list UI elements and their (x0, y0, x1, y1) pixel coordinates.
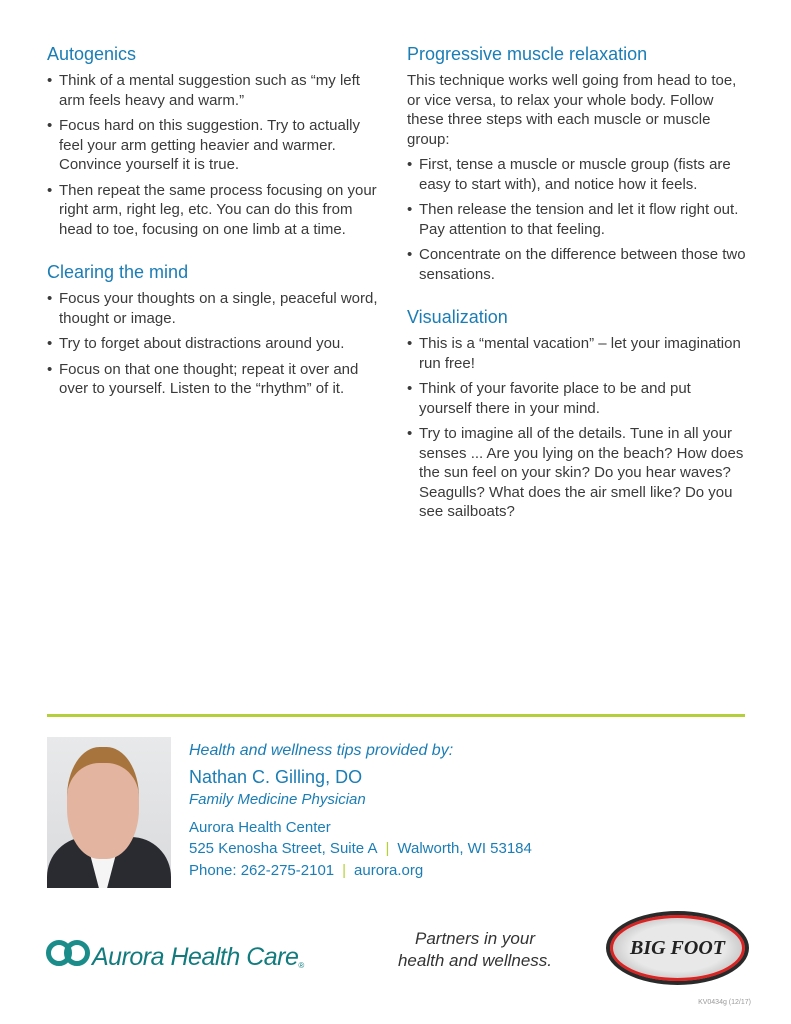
provider-center: Aurora Health Center (189, 819, 331, 836)
divider (47, 714, 745, 717)
tagline-line: Partners in your (415, 929, 535, 948)
partners-tagline (380, 928, 570, 972)
provider-info (189, 740, 532, 882)
separator: | (385, 840, 390, 857)
section-heading: Clearing the mind (47, 262, 189, 282)
aurora-logo: Aurora Health Care $_®$ (46, 940, 304, 970)
list-item: • Then repeat the same process focusing on your right arm, right leg, etc. You can do this from head to toe, focusing on one limb at a time. (47, 181, 387, 240)
list-item: • First, tense a muscle or muscle group (fists are easy to start with), and notice how it feels. (407, 155, 747, 194)
list-item: • Then release the tension and let it flow right out. Pay attention to that feeling. (407, 200, 747, 239)
tagline-line: health and wellness. (397, 951, 553, 970)
provider-name: Nathan C. Gilling, DO (189, 767, 363, 787)
bigfoot-recreation-logo: BIG FOOT (606, 911, 749, 985)
separator: | (342, 862, 347, 879)
left-column (47, 43, 387, 421)
section-autogenics (47, 43, 387, 239)
phone: Phone: 262-275-2101 (189, 862, 335, 879)
section-heading: Progressive muscle relaxation (407, 44, 648, 64)
physician-photo (47, 737, 171, 888)
list-item: • Think of a mental suggestion such as “my left arm feels heavy and warm.” (47, 71, 387, 110)
list-item: • Concentrate on the difference between those two sensations. (407, 245, 747, 284)
website-link[interactable]: aurora.org (354, 862, 424, 879)
section-progressive-muscle-relaxation (407, 43, 747, 284)
aurora-logo-text: Aurora Health Care (92, 943, 299, 971)
document-code: KV0434g (12/17) (698, 999, 751, 1006)
provider-lead: Health and wellness tips provided by: (189, 742, 454, 759)
list-item: • Focus hard on this suggestion. Try to actually feel your arm getting heavier and warmer. Convince yourself it is true. (47, 116, 387, 175)
list-item: • This is a “mental vacation” – let your imagination run free! (407, 334, 747, 373)
section-clearing-the-mind (47, 261, 387, 399)
provider-contact-line (189, 860, 532, 882)
aurora-logo-icon (46, 940, 94, 970)
section-visualization (407, 306, 747, 522)
section-heading: Visualization (407, 307, 508, 327)
list-item: • Focus your thoughts on a single, peaceful word, thought or image. (47, 289, 387, 328)
city: Walworth, WI 53184 (397, 840, 532, 857)
list-item: • Try to imagine all of the details. Tune in all your senses ... Are you lying on the beach? How does the sun feel on your skin? Do you hear waves? Seagulls? What does the air smell like? Do you see sailboats? (407, 424, 747, 522)
list-item: • Think of your favorite place to be and put yourself there in your mind. (407, 379, 747, 418)
section-intro: This technique works well going from head to toe, or vice versa, to relax your whole body. Follow these three steps with each muscle or muscle group: (407, 72, 737, 148)
section-heading: Autogenics (47, 44, 137, 64)
address: 525 Kenosha Street, Suite A (189, 840, 378, 857)
list-item: • Try to forget about distractions around you. (47, 334, 387, 354)
list-item: • Focus on that one thought; repeat it over and over to yourself. Listen to the “rhythm” of it. (47, 360, 387, 399)
right-column (407, 43, 747, 544)
provider-address-line (189, 838, 532, 860)
provider-role: Family Medicine Physician (189, 791, 366, 808)
